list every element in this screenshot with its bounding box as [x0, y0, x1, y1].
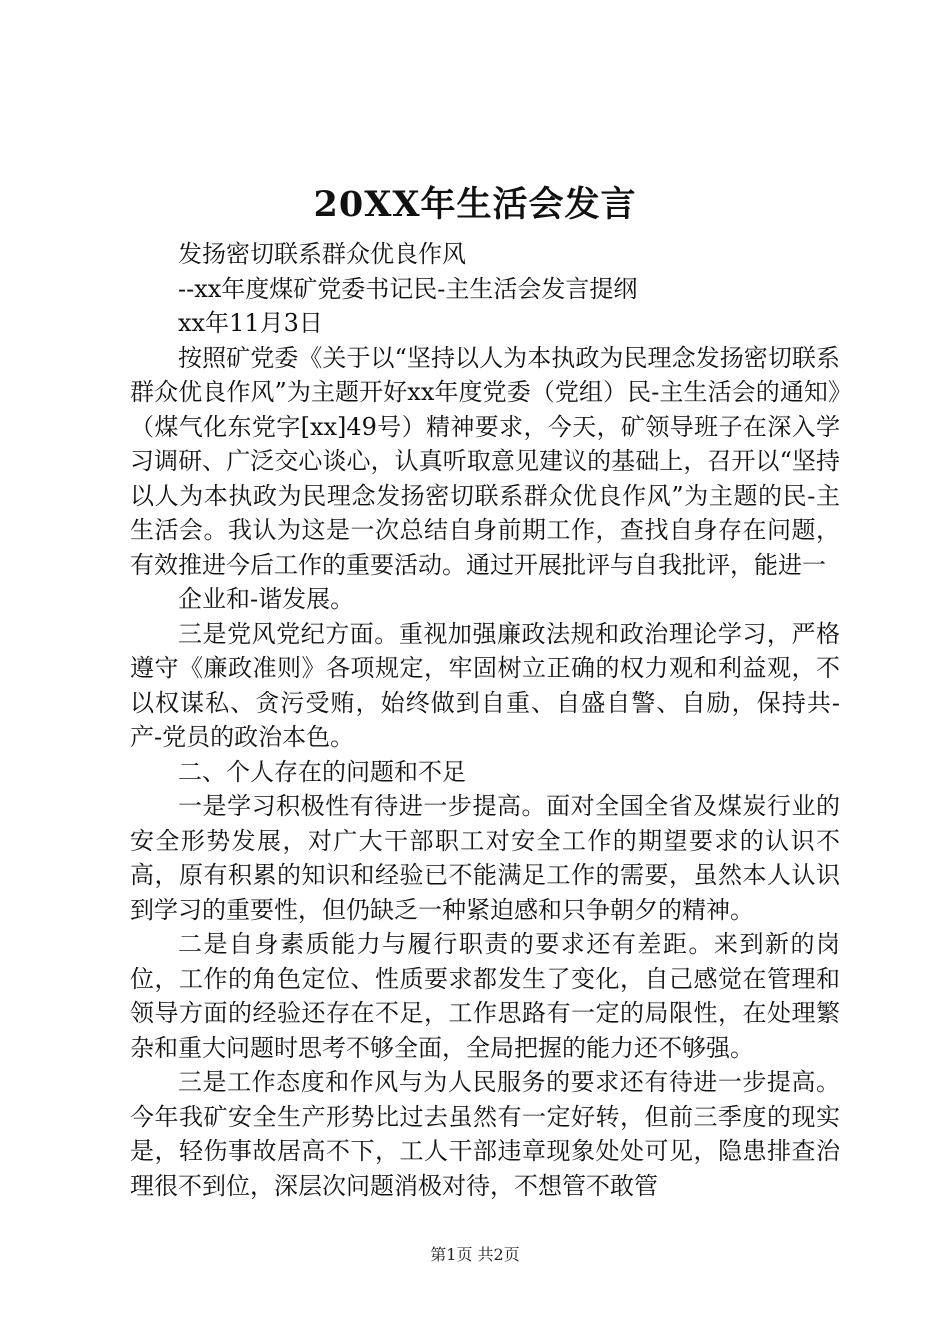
paragraph-problem-1: 一是学习积极性有待进一步提高。面对全国全省及煤炭行业的安全形势发展，对广大干部职工对安全工作的期望要求的认识不高，原有积累的知识和经验已不能满足工作的需要，虽然本人认识到学习的重要性，但仍缺乏一种紧迫感和只争朝夕的精神。	[130, 792, 840, 924]
paragraph-party-discipline: 三是党风党纪方面。重视加强廉政法规和政治理论学习，严格遵守《廉政准则》各项规定，牢固树立正确的权力观和利益观，不以权谋私、贪污受贿，始终做到自重、自盛自警、自励，保持共-产-党员的政治本色。	[130, 619, 840, 751]
paragraph-problem-2: 二是自身素质能力与履行职责的要求还有差距。来到新的岗位，工作的角色定位、性质要求都发生了变化，自己感觉在管理和领导方面的经验还存在不足，工作思路有一定的局限性，在处理繁杂和重大问题时思考不够全面，全局把握的能力还不够强。	[130, 930, 840, 1062]
section-heading-problems: 二、个人存在的问题和不足	[178, 757, 466, 786]
paragraph-problem-3: 三是工作态度和作风与为人民服务的要求还有待进一步提高。今年我矿安全生产形势比过去虽然有一定好转，但前三季度的现实是，轻伤事故居高不下，工人干部违章现象处处可见，隐患排查治理很不到位，深层次问题消极对待，不想管不敢管	[130, 1068, 840, 1200]
paragraph-outline-title: --xx年度煤矿党委书记民-主生活会发言提纲	[178, 274, 638, 303]
paragraph-intro: 按照矿党委《关于以“坚持以人为本执政为民理念发扬密切联系群众优良作风”为主题开好xx年度党委（党组）民-主生活会的通知》（煤气化东党字[xx]49号）精神要求，今天，矿领导班子在深入学习调研、广泛交心谈心，认真听取意见建议的基础上，召开以“坚持以人为本执政为民理念发扬密切联系群众优良作风”为主题的民-主生活会。我认为这是一次总结自身前期工作，查找自身存在问题，有效推进今后工作的重要活动。通过开展批评与自我批评，能进一	[130, 343, 840, 579]
document-body	[130, 237, 840, 1203]
document-title: 20XX年生活会发言	[313, 184, 637, 225]
paragraph-date: xx年11月3日	[178, 309, 323, 337]
paragraph-subtitle: 发扬密切联系群众优良作风	[178, 240, 466, 268]
paragraph-fragment: 企业和-谐发展。	[178, 585, 355, 613]
page-footer: 第1页 共2页	[430, 1245, 520, 1264]
